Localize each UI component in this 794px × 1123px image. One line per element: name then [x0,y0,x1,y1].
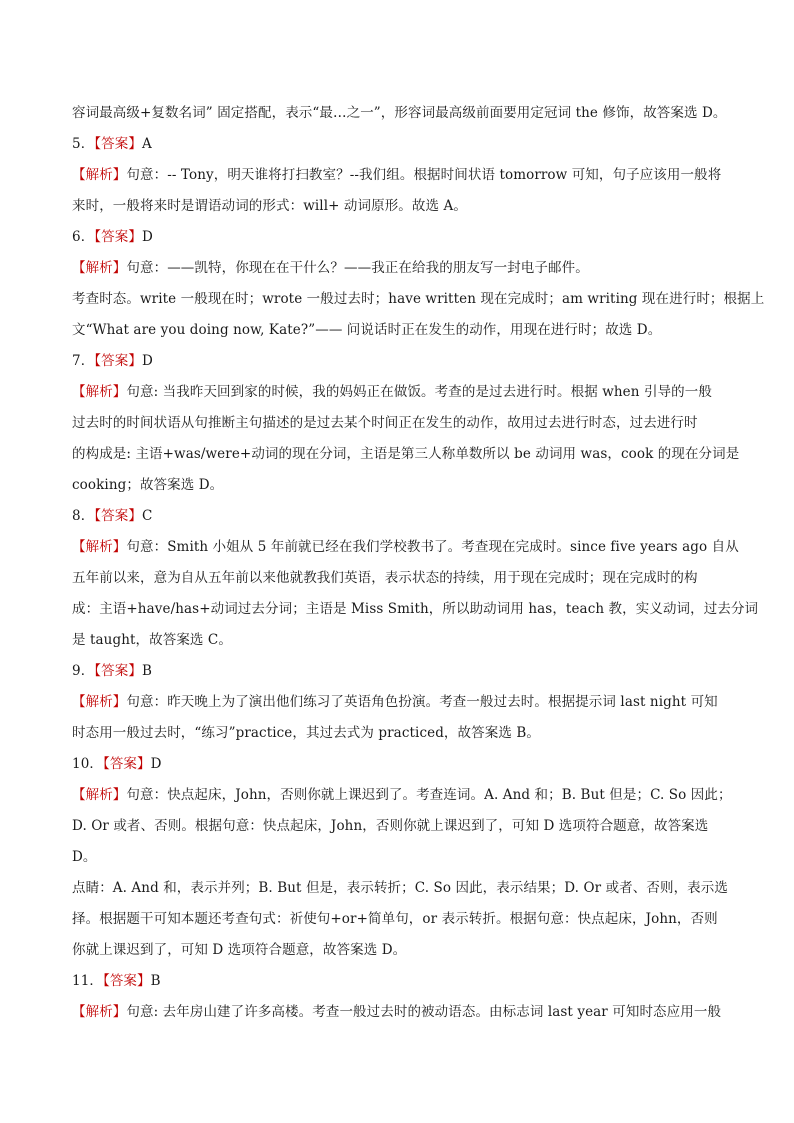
text-line [72,563,724,594]
analysis-line [72,997,724,1028]
answer-value: D [141,353,153,369]
line-text: 句意：快点起床，John，否则你就上课迟到了。考查连词。A. And 和；B. But 但是；C. So 因此； [126,787,732,803]
line-text: 句意：-- Tony，明天谁将打扫教室？--我们组。根据时间状语 tomorrow 可知，句子应该用一般将 [126,167,722,183]
answer-line [72,129,724,160]
question-number: 5． [72,136,95,152]
text-line [72,625,724,656]
question-number: 7． [72,353,95,369]
analysis-tag: 【解析】 [72,787,127,803]
line-text: 句意：昨天晚上为了演出他们练习了英语角色扮演。考查一般过去时。根据提示词 last night 可知 [126,694,718,710]
analysis-tag: 【解析】 [72,694,127,710]
text-line [72,408,724,439]
answer-tag: 【答案】 [102,756,151,772]
answer-value: D [141,229,153,245]
answer-tag: 【答案】 [102,973,151,989]
answer-line [72,656,724,687]
line-text: 句意：——凯特，你现在在干什么？——我正在给我的朋友写一封电子邮件。 [126,260,589,276]
text-line [72,191,724,222]
answer-tag: 【答案】 [94,663,142,679]
answer-line [72,966,724,997]
text-line [72,315,724,346]
answer-tag: 【答案】 [94,508,142,524]
answer-line [72,749,724,780]
line-text: 来时，一般将来时是谓语动词的形式：will+ 动词原形。故选 A。 [72,198,467,214]
question-number: 10． [72,756,103,772]
line-text: 你就上课迟到了，可知 D 选项符合题意，故答案选 D。 [72,942,407,958]
line-text: 是 taught，故答案选 C。 [72,632,232,648]
analysis-line [72,377,724,408]
text-line [72,935,724,966]
analysis-tag: 【解析】 [72,384,127,400]
line-text: 句意：Smith 小姐从 5 年前就已经在我们学校教书了。考查现在完成时。since five years ago 自从 [126,539,739,555]
text-line [72,98,727,129]
line-text: 句意: 当我昨天回到家的时候，我的妈妈正在做饭。考查的是过去进行时。根据 when 引导的一般 [126,384,712,400]
answer-value: C [141,508,153,524]
text-line [72,284,765,315]
line-text: cooking；故答案选 D。 [72,477,224,493]
text-line [72,873,728,904]
text-line [72,904,724,935]
answer-tag: 【答案】 [94,353,142,369]
analysis-tag: 【解析】 [72,539,127,555]
analysis-line [72,253,724,284]
answer-tag: 【答案】 [94,229,142,245]
text-line [72,439,740,470]
line-text: D。 [72,849,97,865]
question-number: 6． [72,229,95,245]
answer-line [72,346,724,377]
line-text: D. Or 或者、否则。根据句意：快点起床，John，否则你就上课迟到了，可知 D 选项符合题意，故答案选 [72,818,709,834]
text-line [72,470,724,501]
text-line [72,594,759,625]
answer-tag: 【答案】 [94,136,142,152]
question-number: 11． [72,973,103,989]
line-text: 的构成是: 主语+was/were+动词的现在分词，主语是第三人称单数所以 be 动词用 was，cook 的现在分词是 [72,446,740,462]
analysis-tag: 【解析】 [72,167,127,183]
line-text: 点睛：A. And 和，表示并列；B. But 但是，表示转折；C. So 因此，表示结果；D. Or 或者、否则，表示选 [72,880,728,896]
question-number: 8． [72,508,95,524]
answer-line [72,222,724,253]
text-line [72,842,724,873]
line-text: 考查时态。write 一般现在时；wrote 一般过去时；have written 现在完成时；am writing 现在进行时；根据上 [72,291,765,307]
line-text: 五年前以来，意为自从五年前以来他就教我们英语，表示状态的持续，用于现在完成时；现在完成时的构 [72,570,698,586]
analysis-line [72,532,739,563]
answer-line [72,501,724,532]
line-text: 择。根据题干可知本题还考查句式：祈使句+or+简单句，or 表示转折。根据句意：快点起床，John，否则 [72,911,718,927]
analysis-line [72,160,724,191]
answer-explanations [72,98,765,1028]
line-text: 过去时的时间状语从句推断主句描述的是过去某个时间正在发生的动作，故用过去进行时态，过去进行时 [72,415,698,431]
answer-value: B [141,663,152,679]
answer-value: D [150,756,162,772]
analysis-line [72,687,724,718]
analysis-tag: 【解析】 [72,260,127,276]
text-line [72,811,724,842]
answer-value: A [141,136,152,152]
analysis-tag: 【解析】 [72,1004,127,1020]
line-text: 成：主语+have/has+动词过去分词；主语是 Miss Smith，所以助动词用 has，teach 教，实义动词，过去分词 [72,601,759,617]
line-text: 容词最高级+复数名词” 固定搭配，表示“最…之一”，形容词最高级前面要用定冠词 the 修饰，故答案选 D。 [72,105,727,121]
text-line [72,718,724,749]
analysis-line [72,780,732,811]
line-text: 文“What are you doing now, Kate?”—— 问说话时正在发生的动作，用现在进行时；故选 D。 [72,322,662,338]
line-text: 句意: 去年房山建了许多高楼。考查一般过去时的被动语态。由标志词 last year 可知时态应用一般 [126,1004,722,1020]
answer-value: B [150,973,161,989]
line-text: 时态用一般过去时，“练习”practice，其过去式为 practiced，故答案选 B。 [72,725,540,741]
question-number: 9． [72,663,95,679]
